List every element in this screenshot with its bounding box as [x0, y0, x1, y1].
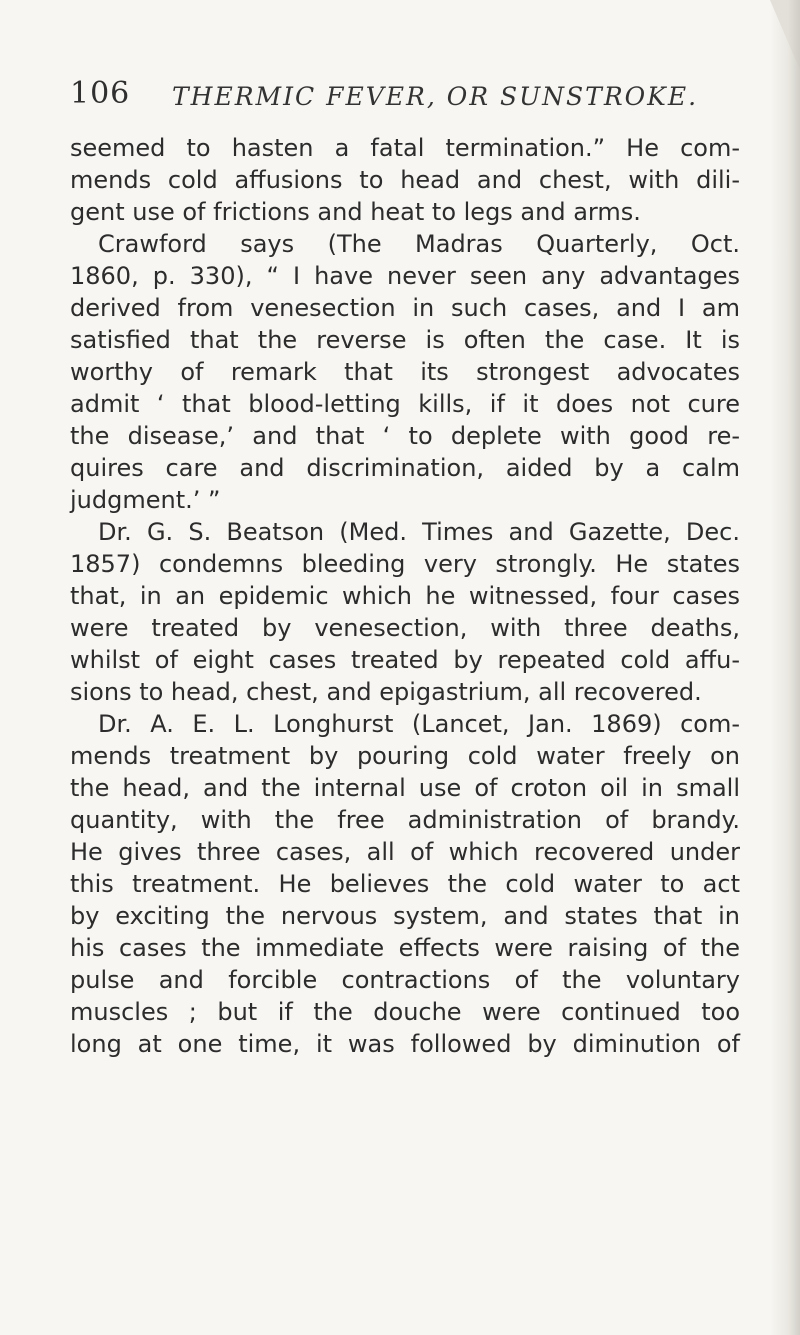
page-number: 106: [70, 76, 131, 111]
text-line: Dr. A. E. L. Longhurst (Lancet, Jan. 1869) com-: [98, 710, 740, 738]
text-line: by exciting the nervous system, and states that in: [70, 902, 740, 930]
text-line: gent use of frictions and heat to legs and arms.: [70, 198, 641, 226]
text-line: Dr. G. S. Beatson (Med. Times and Gazette, Dec.: [98, 518, 740, 546]
text-line: He gives three cases, all of which recovered under: [70, 838, 740, 866]
text-line: this treatment. He believes the cold water to act: [70, 870, 740, 898]
body-text: [70, 132, 740, 1060]
text-line: mends cold affusions to head and chest, with dili-: [70, 166, 740, 194]
page-header: [70, 76, 750, 116]
text-line: 1860, p. 330), “ I have never seen any advantages: [70, 262, 740, 290]
text-line: quires care and discrimination, aided by a calm: [70, 454, 740, 482]
text-line: pulse and forcible contractions of the voluntary: [70, 966, 740, 994]
text-line: mends treatment by pouring cold water freely on: [70, 742, 740, 770]
text-line: worthy of remark that its strongest advocates: [70, 358, 740, 386]
text-line: satisfied that the reverse is often the case. It is: [70, 326, 740, 354]
running-head: THERMIC FEVER, OR SUNSTROKE.: [172, 82, 699, 111]
text-line: quantity, with the free administration of brandy.: [70, 806, 740, 834]
text-line: the disease,’ and that ‘ to deplete with good re-: [70, 422, 740, 450]
text-line: Crawford says (The Madras Quarterly, Oct.: [98, 230, 740, 258]
text-line: muscles ; but if the douche were continued too: [70, 998, 740, 1026]
text-line: that, in an epidemic which he witnessed, four cases: [70, 582, 740, 610]
text-line: his cases the immediate effects were raising of the: [70, 934, 740, 962]
text-line: sions to head, chest, and epigastrium, all recovered.: [70, 678, 702, 706]
text-line: admit ‘ that blood-letting kills, if it does not cure: [70, 390, 740, 418]
text-line: 1857) condemns bleeding very strongly. He states: [70, 550, 740, 578]
page-edge-shadow: [770, 0, 800, 1335]
text-line: derived from venesection in such cases, and I am: [70, 294, 740, 322]
text-line: judgment.’ ”: [70, 486, 221, 514]
text-line: long at one time, it was followed by diminution of: [70, 1030, 740, 1058]
text-line: seemed to hasten a fatal termination.” He com-: [70, 134, 740, 162]
text-line: whilst of eight cases treated by repeated cold affu-: [70, 646, 740, 674]
text-line: were treated by venesection, with three deaths,: [70, 614, 740, 642]
text-line: the head, and the internal use of croton oil in small: [70, 774, 740, 802]
